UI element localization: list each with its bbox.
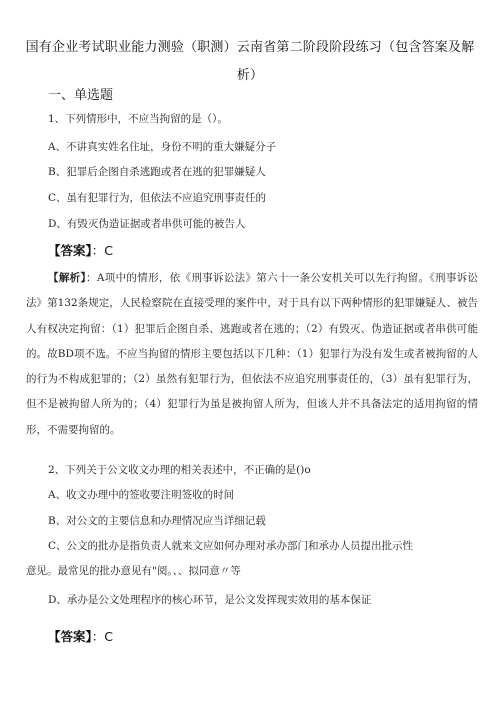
question-1-option-c: C、虽有犯罪行为，但依法不应追究刑事责任的 [48, 192, 267, 204]
answer-label: 【答案】 [48, 629, 92, 644]
question-1-explanation [26, 266, 478, 443]
section-heading: 一、单选题 [48, 88, 114, 103]
question-2-stem: 2、下列关于公文收文办理的相关表述中，不正确的是()o [48, 464, 311, 476]
question-2-option-a: A、收文办理中的签收要注明签收的时间 [48, 489, 235, 501]
explanation-text: ：A项中的情形，依《刑事诉讼法》第六十一条公安机关可以先行拘留。《刑事诉讼法》第132条规定，人民检察院在直接受理的案件中，对于具有以下两种情形的犯罪嫌疑人、被告人有权决定拘留：（1）犯罪后企图自杀、逃跑或者在逃的；（2）有毁灭、伪造证据或者串供可能的。故BD项不选。不应当拘留的情形主要包括以下几种：（1）犯罪行为没有发生或者被拘留的人的行为不构成犯罪的；（2）虽然有犯罪行为，但依法不应追究刑事责任的，（3）虽有犯罪行为，但不是被拘留人所为的；（4）犯罪行为虽是被拘留人所为，但该人并不具备法定的适用拘留的情形，不需要拘留的。 [26, 272, 478, 436]
question-2-answer [48, 627, 113, 645]
question-1-option-b: B、犯罪后企图自杀逃跑或者在逃的犯罪嫌疑人 [48, 166, 266, 178]
question-2-option-c: C、公文的批办是指负责人就来文应如何办理对承办部门和承办人员提出批示性 [48, 540, 414, 552]
question-1-option-a: A、不讲真实姓名住址，身份不明的重大嫌疑分子 [48, 141, 277, 153]
question-2-option-c-continued: 意见。最常见的批办意见有"阅。、、拟同意〃等 [26, 565, 241, 577]
explanation-label: 【解析】 [48, 272, 87, 284]
question-1-option-d: D、有毁灭伪造证据或者串供可能的被告人 [48, 218, 246, 230]
question-1-stem: 1、下列情形中，不应当拘留的是（）。 [48, 113, 228, 125]
question-2-option-d: D、承办是公文处理程序的核心环节，是公文发挥现实效用的基本保证 [48, 594, 372, 606]
answer-value: ：C [91, 629, 113, 644]
answer-value: ：C [91, 243, 113, 258]
question-2-option-b: B、对公文的主要信息和办理情况应当详细记载 [48, 515, 266, 527]
question-1-answer [48, 241, 113, 259]
document-title: 国有企业考试职业能力测验（职测）云南省第二阶段阶段练习（包含答案及解析） [25, 40, 475, 83]
answer-label: 【答案】 [48, 243, 92, 258]
